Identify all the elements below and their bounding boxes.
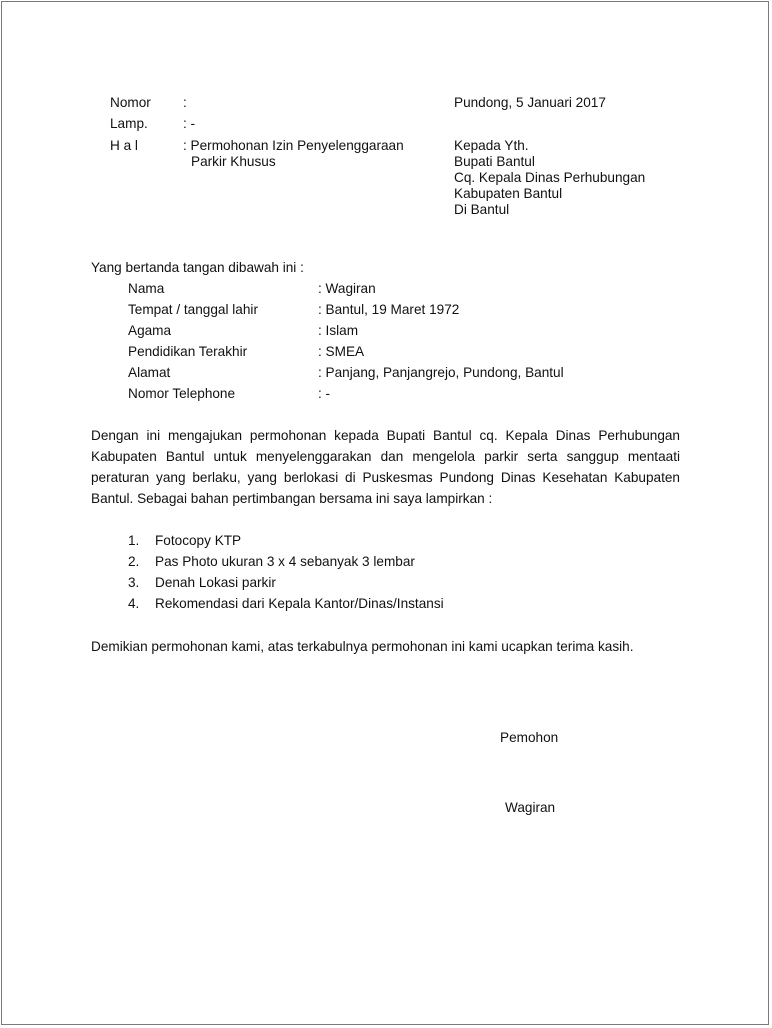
attachment-number: 4.: [128, 596, 140, 611]
identity-value: : Islam: [318, 323, 359, 338]
identity-label: Nama: [128, 281, 165, 296]
identity-label: Nomor Telephone: [128, 386, 236, 401]
body-paragraph: Dengan ini mengajukan permohonan kepada Bupati Bantul cq. Kepala Dinas Perhubungan Kabupaten Bantul untuk menyelenggarakan dan mengelola parkir serta sanggup mentaati peraturan yang berlaku, yang berlokasi di Puskesmas Pundong Dinas Kesehatan Kabupaten Bantul. Sebagai bahan pertimbangan bersama ini saya lampirkan :: [91, 428, 680, 506]
signature-title: Pemohon: [500, 730, 559, 745]
signature-name: Wagiran: [505, 800, 556, 815]
recipient-line: Bupati Bantul: [454, 154, 535, 169]
hal-label: H a l: [110, 138, 138, 153]
lamp-value: : -: [183, 116, 196, 131]
recipient-line: Kepada Yth.: [454, 138, 529, 153]
attachment-item: Rekomendasi dari Kepala Kantor/Dinas/Instansi: [155, 596, 444, 611]
attachment-item: Denah Lokasi parkir: [155, 575, 276, 590]
recipient-line: Cq. Kepala Dinas Perhubungan: [454, 170, 646, 185]
hal-subject-line-1: : Permohonan Izin Penyelenggaraan: [183, 138, 404, 153]
attachment-item: Pas Photo ukuran 3 x 4 sebanyak 3 lembar: [155, 554, 415, 569]
identity-label: Alamat: [128, 365, 171, 380]
identity-value: : Wagiran: [318, 281, 376, 296]
attachment-item: Fotocopy KTP: [155, 533, 242, 548]
identity-value: : SMEA: [318, 344, 365, 359]
identity-label: Pendidikan Terakhir: [128, 344, 248, 359]
lamp-label: Lamp.: [110, 116, 148, 131]
intro-text: Yang bertanda tangan dibawah ini :: [91, 260, 304, 275]
identity-value: : -: [318, 386, 331, 401]
recipient-line: Di Bantul: [454, 202, 510, 217]
identity-label: Tempat / tanggal lahir: [128, 302, 258, 317]
identity-value: : Bantul, 19 Maret 1972: [318, 302, 460, 317]
nomor-label: Nomor: [110, 95, 151, 110]
attachment-number: 2.: [128, 554, 140, 569]
recipient-line: Kabupaten Bantul: [454, 186, 563, 201]
attachment-number: 3.: [128, 575, 140, 590]
nomor-value: :: [183, 95, 187, 110]
closing-paragraph: Demikian permohonan kami, atas terkabulnya permohonan ini kami ucapkan terima kasih.: [91, 639, 634, 654]
letter-date: Pundong, 5 Januari 2017: [454, 95, 606, 110]
identity-label: Agama: [128, 323, 172, 338]
identity-value: : Panjang, Panjangrejo, Pundong, Bantul: [318, 365, 564, 380]
attachment-number: 1.: [128, 533, 140, 548]
letter-page: [1, 1, 769, 1025]
hal-subject-line-2: Parkir Khusus: [191, 154, 276, 169]
